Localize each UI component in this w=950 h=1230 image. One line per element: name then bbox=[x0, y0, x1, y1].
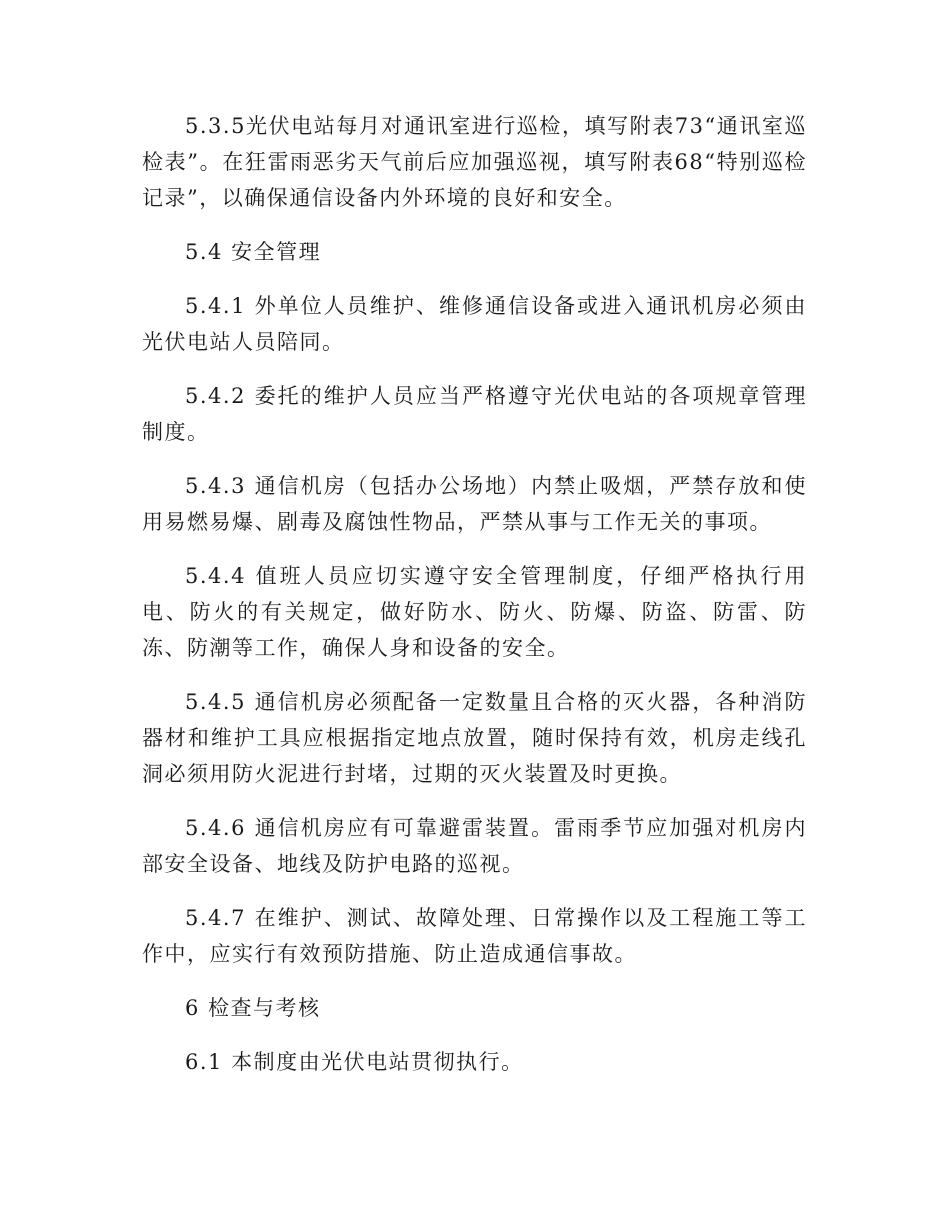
document-body bbox=[142, 108, 807, 1098]
section-heading-5-4: 5.4 安全管理 bbox=[185, 240, 322, 264]
paragraph-5-4-1: 5.4.1 外单位人员维护、维修通信设备或进入通讯机房必须由光伏电站人员陪同。 bbox=[142, 294, 807, 354]
paragraph-5-4-4: 5.4.4 值班人员应切实遵守安全管理制度，仔细严格执行用电、防火的有关规定，做好防水、防火、防爆、防盗、防雷、防冻、防潮等工作，确保人身和设备的安全。 bbox=[142, 564, 807, 660]
section-heading-6: 6 检查与考核 bbox=[185, 996, 321, 1020]
paragraph-5-4-7: 5.4.7 在维护、测试、故障处理、日常操作以及工程施工等工作中，应实行有效预防措施、防止造成通信事故。 bbox=[142, 906, 807, 966]
paragraph-5-3-5: 5.3.5光伏电站每月对通讯室进行巡检，填写附表73“通讯室巡检表”。在狂雷雨恶劣天气前后应加强巡视，填写附表68“特别巡检记录”，以确保通信设备内外环境的良好和安全。 bbox=[142, 114, 807, 210]
paragraph-5-4-2: 5.4.2 委托的维护人员应当严格遵守光伏电站的各项规章管理制度。 bbox=[142, 384, 807, 444]
paragraph-5-4-5: 5.4.5 通信机房必须配备一定数量且合格的灭火器，各种消防器材和维护工具应根据指定地点放置，随时保持有效，机房走线孔洞必须用防火泥进行封堵，过期的灭火装置及时更换。 bbox=[142, 690, 807, 786]
paragraph-6-1: 6.1 本制度由光伏电站贯彻执行。 bbox=[185, 1050, 524, 1074]
paragraph-5-4-6: 5.4.6 通信机房应有可靠避雷装置。雷雨季节应加强对机房内部安全设备、地线及防护电路的巡视。 bbox=[142, 816, 807, 876]
paragraph-5-4-3: 5.4.3 通信机房（包括办公场地）内禁止吸烟，严禁存放和使用易燃易爆、剧毒及腐蚀性物品，严禁从事与工作无关的事项。 bbox=[142, 474, 807, 534]
